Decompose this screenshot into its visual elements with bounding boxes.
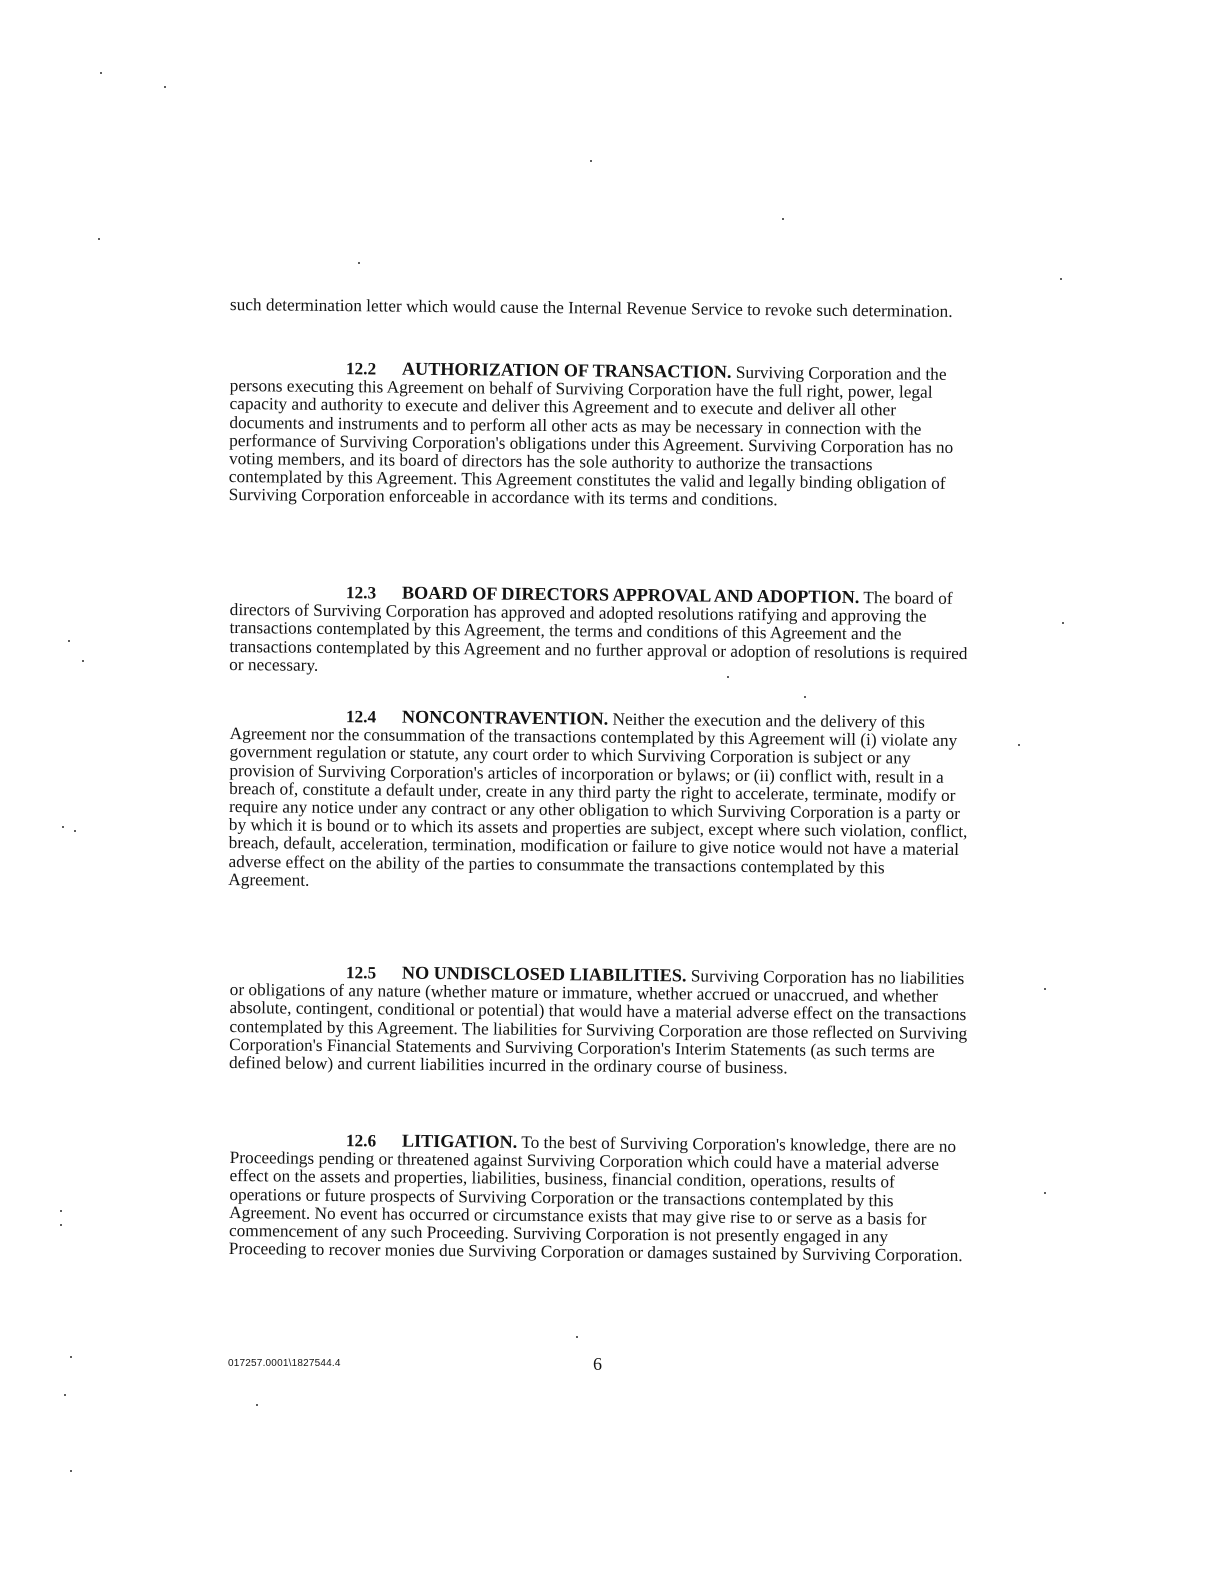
scan-speck bbox=[727, 676, 729, 678]
intro-paragraph bbox=[230, 296, 970, 321]
section-number: 12.2 bbox=[345, 359, 377, 379]
scan-speck bbox=[1062, 622, 1064, 624]
scan-speck bbox=[256, 1404, 258, 1406]
scan-speck bbox=[70, 1356, 72, 1358]
section-12-4 bbox=[228, 706, 970, 896]
intro-text: such determination letter which would cause the Internal Revenue Service to revoke such determination. bbox=[229, 295, 953, 321]
section-body: Neither the execution and the delivery of this Agreement nor the consummation of the transactions contemplated by this Agreement will (i) violate any government regulation or statute, any court order to which Surviving Corporation is subject or any provision of Surviving Corporation's articles of incorporation or bylaws; or (ii) conflict with, result in a breach of, constitute a default under, create in any third party the right to accelerate, terminate, modify or require any notice under any contract or any other obligation to which Surviving Corporation is a party or by which it is bound or to which its assets and properties are subject, except where such violation, conflict, breach, default, acceleration, termination, modification or failure to give notice would not have a material adverse effect on the ability of the parties to consummate the transactions contemplated by this Agreement. bbox=[228, 709, 968, 890]
section-number: 12.6 bbox=[345, 1131, 377, 1151]
section-title: NO UNDISCLOSED LIABILITIES. bbox=[401, 962, 687, 986]
section-body: Surviving Corporation and the persons executing this Agreement on behalf of Surviving Corporation have the full right, power, legal capacity and authority to execute and deliver this Agreement and to execute and deliver all other documents and instruments and to perform all other acts as may be necessary in connection with the performance of Surviving Corporation's obligations under this Agreement. Surviving Corporation has no voting members, and its board of directors has the sole authority to authorize the transactions contemplated by this Agreement. This Agreement constitutes the valid and legally binding obligation of Surviving Corporation enforceable in accordance with its terms and conditions. bbox=[228, 362, 954, 510]
scan-speck bbox=[82, 660, 84, 662]
section-12-2 bbox=[229, 358, 970, 512]
section-12-3 bbox=[229, 582, 970, 681]
scan-speck bbox=[74, 830, 76, 832]
scan-speck bbox=[64, 1394, 66, 1396]
section-12-6 bbox=[229, 1130, 970, 1266]
page-number: 6 bbox=[593, 1354, 602, 1374]
scan-speck bbox=[70, 1470, 72, 1472]
section-number: 12.5 bbox=[345, 963, 377, 983]
scan-speck bbox=[590, 160, 592, 162]
section-body: The board of directors of Surviving Corporation has approved and adopted resolutions ratifying and approving the transactions contemplated by this Agreement, the terms and conditions of this Agreement and the transactions contemplated by this Agreement and no further approval or adoption of resolutions is required or necessary. bbox=[229, 588, 968, 675]
scan-speck bbox=[68, 640, 70, 642]
scan-speck bbox=[576, 1336, 578, 1338]
scan-speck bbox=[164, 86, 166, 88]
document-id: 017257.0001\1827544.4 bbox=[228, 1358, 341, 1369]
section-number: 12.3 bbox=[345, 583, 377, 603]
scan-speck bbox=[60, 1210, 62, 1212]
scan-speck bbox=[1060, 278, 1062, 280]
section-title: NONCONTRAVENTION. bbox=[401, 706, 609, 729]
scan-speck bbox=[804, 696, 806, 698]
section-title: BOARD OF DIRECTORS APPROVAL AND ADOPTION. bbox=[401, 582, 860, 608]
section-12-5 bbox=[229, 962, 970, 1079]
scan-speck bbox=[100, 72, 102, 74]
scan-speck bbox=[782, 218, 784, 220]
section-number: 12.4 bbox=[345, 707, 377, 727]
section-title: AUTHORIZATION OF TRANSACTION. bbox=[401, 358, 732, 382]
scan-speck bbox=[1044, 988, 1046, 990]
scan-speck bbox=[60, 1224, 62, 1226]
section-body: To the best of Surviving Corporation's knowledge, there are no Proceedings pending or threatened against Surviving Corporation which could have a material adverse effect on the assets and properties, liabilities, business, financial condition, operations, results of operations or future prospects of Surviving Corporation or the transactions contemplated by this Agreement. No event has occurred or circumstance exists that may give rise to or serve as a basis for commencement of any such Proceeding. Surviving Corporation is not presently engaged in any Proceeding to recover monies due Surviving Corporation or damages sustained by Surviving Corporation. bbox=[228, 1132, 963, 1266]
scan-speck bbox=[1044, 1192, 1046, 1194]
section-body: Surviving Corporation has no liabilities or obligations of any nature (whether mature or immature, whether accrued or unaccrued, and whether absolute, contingent, conditional or potential) that would have a material adverse effect on the transactions contemplated by this Agreement. The liabilities for Surviving Corporation are those reflected on Surviving Corporation's Financial Statements and Surviving Corporation's Interim Statements (as such terms are defined below) and current liabilities incurred in the ordinary course of business. bbox=[228, 966, 968, 1078]
scan-speck bbox=[358, 262, 360, 264]
scan-speck bbox=[62, 826, 64, 828]
scan-speck bbox=[1018, 744, 1020, 746]
section-title: LITIGATION. bbox=[401, 1130, 518, 1152]
scan-speck bbox=[98, 238, 100, 240]
